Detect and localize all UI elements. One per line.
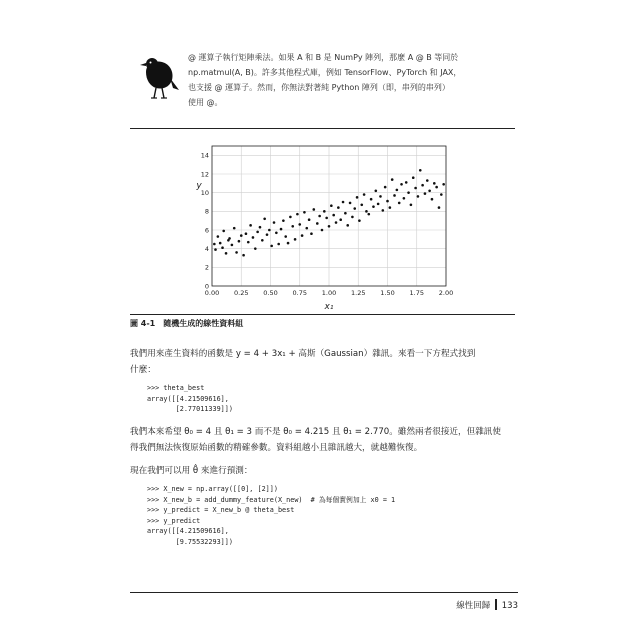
code-block-1 bbox=[147, 383, 233, 415]
data-point bbox=[273, 221, 276, 224]
footer-section-title: 線性回歸 bbox=[456, 601, 491, 611]
code-line: >>> y_predict bbox=[147, 516, 201, 525]
paragraph-2 bbox=[130, 424, 518, 456]
data-point bbox=[305, 227, 308, 230]
data-point bbox=[298, 223, 301, 226]
data-point bbox=[365, 210, 368, 213]
data-point bbox=[231, 244, 234, 247]
y-tick-label: 10 bbox=[200, 188, 209, 197]
crow-icon bbox=[140, 50, 180, 100]
code-line: >>> theta_best bbox=[147, 384, 205, 392]
note-text bbox=[188, 50, 488, 110]
paragraph-line: 什麼： bbox=[130, 365, 156, 375]
data-point bbox=[410, 204, 413, 207]
y-axis-label: y bbox=[196, 181, 202, 191]
code-line: >>> X_new = np.array([[0], [2]]) bbox=[147, 485, 278, 493]
data-point bbox=[428, 190, 431, 193]
data-point bbox=[379, 195, 382, 198]
data-point bbox=[316, 222, 319, 225]
data-point bbox=[222, 230, 225, 233]
data-point bbox=[382, 209, 385, 212]
note-line: 也支援 @ 運算子。然而，你無法對著純 Python 陣列（即，串列的串列） bbox=[188, 83, 450, 92]
data-point bbox=[421, 184, 424, 187]
data-point bbox=[213, 243, 216, 246]
data-point bbox=[384, 186, 387, 189]
data-point bbox=[310, 232, 313, 235]
data-point bbox=[225, 252, 228, 255]
data-point bbox=[367, 213, 370, 216]
scatter-chart bbox=[130, 129, 515, 314]
x-tick-label: 0.75 bbox=[292, 289, 307, 297]
data-point bbox=[323, 210, 326, 213]
x-tick-label: 1.75 bbox=[409, 289, 424, 297]
data-point bbox=[291, 225, 294, 228]
x-tick-label: 1.00 bbox=[321, 289, 337, 297]
paragraph-1 bbox=[130, 346, 518, 378]
data-point bbox=[440, 193, 443, 196]
data-point bbox=[435, 186, 438, 189]
y-tick-label: 4 bbox=[204, 244, 209, 253]
data-point bbox=[391, 178, 394, 181]
data-point bbox=[228, 237, 231, 240]
data-point bbox=[254, 247, 257, 250]
data-point bbox=[372, 205, 375, 208]
data-point bbox=[301, 234, 304, 237]
data-point bbox=[266, 233, 269, 236]
code-line: >>> X_new_b = add_dummy_feature(X_new) # 為每個實例加上 x0 = 1 bbox=[147, 495, 396, 504]
data-point bbox=[252, 236, 255, 239]
data-point bbox=[356, 196, 359, 199]
data-point bbox=[217, 235, 220, 238]
data-point bbox=[268, 229, 271, 232]
code-line: [2.77011339]]) bbox=[147, 405, 233, 413]
page-number: 133 bbox=[501, 601, 518, 611]
data-point bbox=[407, 191, 410, 194]
note-line: np.matmul(A, B)。許多其他程式庫，例如 TensorFlow、PyTorch 和 JAX， bbox=[188, 68, 462, 77]
data-point bbox=[261, 239, 264, 242]
x-tick-label: 0.25 bbox=[234, 289, 249, 297]
data-point bbox=[328, 225, 331, 228]
data-point bbox=[377, 203, 380, 206]
page-footer bbox=[456, 599, 518, 611]
data-point bbox=[349, 202, 352, 205]
data-point bbox=[242, 254, 245, 257]
data-point bbox=[433, 182, 436, 185]
y-tick-label: 8 bbox=[204, 207, 209, 216]
data-point bbox=[370, 198, 373, 201]
data-point bbox=[419, 169, 422, 172]
figure-4-1 bbox=[130, 128, 515, 315]
data-point bbox=[400, 183, 403, 186]
figure-caption-number: 圖 4-1 bbox=[130, 319, 156, 328]
data-point bbox=[282, 219, 285, 222]
y-tick-label: 0 bbox=[204, 282, 209, 291]
data-point bbox=[240, 234, 243, 237]
data-point bbox=[238, 240, 241, 243]
x-tick-label: 1.50 bbox=[380, 289, 395, 297]
data-point bbox=[221, 246, 224, 249]
code-block-2 bbox=[147, 484, 395, 547]
data-point bbox=[256, 231, 259, 234]
x-tick-label: 0.50 bbox=[263, 289, 278, 297]
data-point bbox=[275, 232, 278, 235]
code-line: array([[4.21509616], bbox=[147, 394, 229, 403]
data-point bbox=[442, 183, 445, 186]
data-point bbox=[417, 195, 420, 198]
x-axis-label: x₁ bbox=[324, 302, 334, 312]
code-line: [9.75532293]]) bbox=[147, 537, 233, 546]
data-point bbox=[393, 194, 396, 197]
footer-separator bbox=[495, 599, 497, 610]
figure-caption-text: 隨機生成的線性資料組 bbox=[163, 319, 244, 328]
data-point bbox=[294, 238, 297, 241]
x-tick-label: 1.25 bbox=[351, 289, 366, 297]
data-point bbox=[325, 217, 328, 220]
data-point bbox=[287, 242, 290, 245]
data-point bbox=[426, 179, 429, 182]
data-point bbox=[386, 200, 389, 203]
data-point bbox=[337, 206, 340, 209]
y-tick-label: 6 bbox=[204, 226, 209, 235]
data-point bbox=[296, 213, 299, 216]
data-point bbox=[412, 176, 415, 179]
data-point bbox=[259, 226, 262, 229]
x-tick-label: 0.00 bbox=[204, 289, 220, 297]
footer-rule bbox=[130, 592, 518, 593]
data-point bbox=[403, 197, 406, 200]
data-point bbox=[438, 206, 441, 209]
y-tick-label: 12 bbox=[200, 170, 209, 179]
data-point bbox=[339, 218, 342, 221]
data-point bbox=[346, 224, 349, 227]
code-line: >>> y_predict = X_new_b @ theta_best bbox=[147, 506, 295, 514]
data-point bbox=[321, 229, 324, 232]
data-point bbox=[270, 245, 273, 248]
data-point bbox=[398, 202, 401, 205]
data-point bbox=[375, 190, 378, 193]
figure-caption bbox=[130, 318, 243, 329]
data-point bbox=[360, 204, 363, 207]
data-point bbox=[280, 228, 283, 231]
data-point bbox=[358, 219, 361, 222]
paragraph-line: 我們本來希望 θ₀ = 4 且 θ₁ = 3 而不是 θ₀ = 4.215 且 θ₁ = 2.770。雖然兩者很接近，但雜訊使 bbox=[130, 427, 501, 437]
data-point bbox=[289, 216, 292, 219]
paragraph-line: 現在我們可以用 θ̂ 來進行預測： bbox=[130, 466, 253, 476]
data-point bbox=[312, 208, 315, 211]
paragraph-line: 我們用來產生資料的函數是 y = 4 + 3x₁ + 高斯（Gaussian）雜訊。來看一下方程式找到 bbox=[130, 349, 476, 359]
data-point bbox=[396, 189, 399, 192]
code-line: array([[4.21509616], bbox=[147, 527, 229, 535]
data-point bbox=[363, 193, 366, 196]
data-point bbox=[344, 212, 347, 215]
data-point bbox=[233, 227, 236, 230]
data-point bbox=[219, 242, 222, 245]
data-point bbox=[245, 232, 248, 235]
y-tick-label: 14 bbox=[200, 151, 209, 160]
x-tick-label: 2.00 bbox=[438, 289, 454, 297]
note-line: @ 運算子執行矩陣乘法。如果 A 和 B 是 NumPy 陣列，那麼 A @ B 等同於 bbox=[188, 53, 459, 62]
data-point bbox=[353, 207, 356, 210]
data-point bbox=[263, 218, 266, 221]
data-point bbox=[235, 251, 238, 254]
data-point bbox=[277, 243, 280, 246]
data-point bbox=[249, 224, 252, 227]
y-tick-label: 2 bbox=[204, 263, 209, 272]
paragraph-line: 得我們無法恢復原始函數的精確參數。資料組越小且雜訊越大，就越難恢復。 bbox=[130, 443, 423, 453]
data-point bbox=[247, 241, 250, 244]
data-point bbox=[431, 198, 434, 201]
data-point bbox=[308, 218, 311, 221]
data-point bbox=[424, 192, 427, 195]
data-point bbox=[318, 215, 321, 218]
data-point bbox=[351, 216, 354, 219]
data-point bbox=[405, 181, 408, 184]
data-point bbox=[303, 211, 306, 214]
data-point bbox=[342, 201, 345, 204]
data-point bbox=[330, 204, 333, 207]
data-point bbox=[214, 248, 217, 251]
note-line: 使用 @。 bbox=[188, 98, 223, 107]
data-point bbox=[389, 206, 392, 209]
paragraph-3 bbox=[130, 463, 518, 479]
data-point bbox=[284, 235, 287, 238]
data-point bbox=[335, 221, 338, 224]
data-point bbox=[414, 187, 417, 190]
data-point bbox=[332, 214, 335, 217]
